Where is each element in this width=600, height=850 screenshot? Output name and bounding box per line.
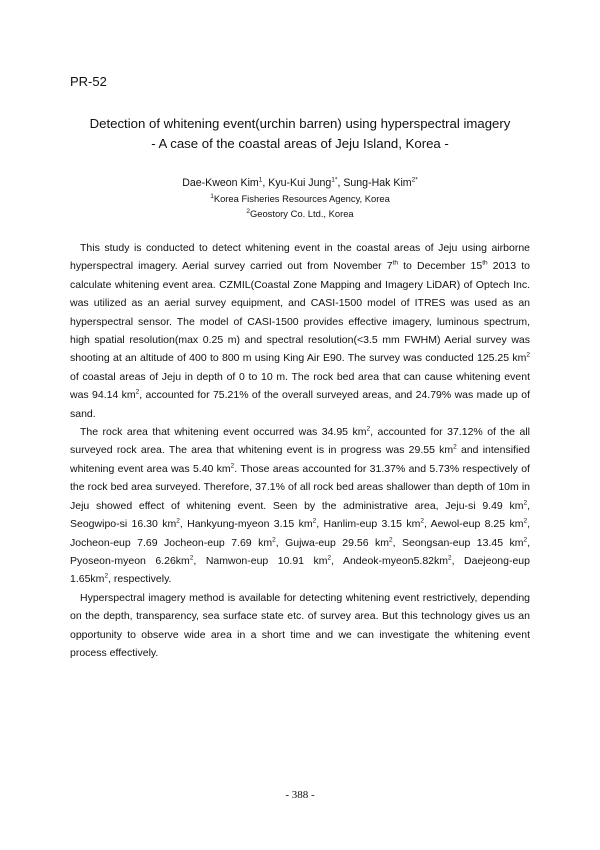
superscript: 2 (420, 517, 424, 525)
superscript: 2 (189, 554, 194, 562)
affiliation-text: Korea Fisheries Resources Agency, Korea (213, 193, 390, 204)
text-run: The rock area that whitening event occurred was 34.95 km (80, 426, 367, 439)
text-run: , accounted for 75.21% of the overall surveyed areas, and 24.79% was made up of sand. (70, 389, 531, 420)
text-run: and intensified whitening event area was 5.40 km (70, 444, 530, 475)
author-affiliation-mark: 1 (258, 176, 263, 184)
superscript: 2 (327, 554, 332, 562)
text-run: , Daejeong-eup 1.65km (70, 554, 530, 586)
title-line-1: Detection of whitening event(urchin barren) using hyperspectral imagery (89, 116, 511, 131)
text-run: , Seongsan-eup 13.45 km (392, 536, 524, 549)
author-name: Sung-Hak Kim (343, 177, 412, 189)
text-run: , Pyoseon-myeon 6.26km (70, 536, 531, 567)
author-list (60, 175, 540, 191)
affiliation-text: Geostory Co. Ltd., Korea (249, 208, 354, 219)
author-affiliation-mark: 2* (411, 176, 418, 184)
text-run: , Andeok-myeon5.82km (331, 554, 448, 567)
author-separator: , (337, 177, 344, 189)
text-run: , respectively. (108, 573, 172, 586)
text-run: This study is conducted to detect whitening event in the coastal areas of Jeju using airborne hyperspectral imagery. Aerial survey carried out from November 7 (70, 242, 530, 273)
paper-title (60, 114, 540, 154)
superscript: 2 (448, 554, 452, 562)
text-run: to December 15 (398, 260, 483, 273)
author-separator: , (262, 177, 269, 189)
author-block (60, 175, 540, 221)
superscript: th (482, 259, 488, 267)
text-run: . Those areas accounted for 31.37% and 5.73% respectively of the rock bed area surveyed. Therefore, 37.1% of all rock bed areas shallower than depth of 10m in Jeju showed effect of whitening event. Seen by the administrative area, Jeju-si 9.49 km (70, 462, 530, 512)
text-run: , Gujwa-eup 29.56 km (275, 536, 390, 549)
affiliation-mark: 1 (210, 192, 214, 200)
text-run: of coastal areas of Jeju in depth of 0 to 10 m. The rock bed area that can cause whitening event was 94.14 km (70, 370, 530, 402)
superscript: 2 (135, 388, 140, 396)
author-affiliation-mark: 1* (331, 176, 338, 184)
affiliation-2 (60, 206, 540, 221)
text-run: , accounted for 37.12% of the all surveyed rock area. The area that whitening event is in progress was 29.55 km (70, 426, 530, 457)
text-run: , Hanlim-eup 3.15 km (316, 518, 421, 531)
superscript: 2 (523, 536, 528, 543)
affiliation-mark: 2 (246, 207, 250, 215)
affiliation-1 (60, 191, 540, 206)
abstract-body (70, 239, 530, 662)
text-run: , Namwon-eup 10.91 km (193, 554, 328, 567)
poster-code: PR-52 (70, 74, 107, 89)
superscript: 2 (523, 499, 528, 507)
author-name: Dae-Kweon Kim (182, 177, 259, 189)
superscript: 2 (366, 425, 371, 433)
superscript: 2 (230, 462, 235, 470)
superscript: th (392, 259, 399, 267)
title-line-2: - A case of the coastal areas of Jeju Island, Korea - (151, 136, 449, 151)
superscript: 2 (104, 572, 109, 580)
abstract-paragraph-3: Hyperspectral imagery method is available for detecting whitening event restrictively, depending on the depth, transparency, sea surface state etc. of survey area. But this technology gives us an opportunity to observe wide area in a short time and we can investigate the whitening event process effectively. (70, 591, 530, 659)
superscript: 2 (526, 351, 530, 359)
superscript: 2 (272, 536, 276, 543)
author-name: Kyu-Kui Jung (268, 177, 332, 189)
text-run: , Aewol-eup 8.25 km (423, 518, 524, 531)
text-run: 2013 to calculate whitening event area. CZMIL(Coastal Zone Mapping and Imagery LiDAR) of Optech Inc. was utilized as an aerial survey equipment, and CASI-1500 model of ITRES was used as an hyperspectral sensor. The model of CASI-1500 provides effective imagery, luminous spectrum, high spatial resolution(max 0.25 m) and spectral resolution(<3.5 mm FWHM) Aerial survey was shooting at an altitude of 400 to 800 m using King Air E90. The survey was conducted 125.25 km (70, 260, 531, 365)
text-run: , Jocheon-eup 7.69 Jocheon-eup 7.69 km (70, 518, 530, 549)
superscript: 2 (453, 443, 457, 451)
superscript: 2 (176, 517, 180, 525)
page-number: - 388 - (285, 789, 315, 801)
superscript: 2 (389, 536, 393, 543)
abstract-paragraph-1 (70, 239, 530, 423)
text-run: , Seogwipo-si 16.30 km (70, 499, 530, 531)
text-run: , Hankyung-myeon 3.15 km (179, 518, 313, 531)
abstract-paragraph-2 (70, 423, 530, 589)
superscript: 2 (312, 517, 317, 525)
superscript: 2 (523, 517, 528, 525)
